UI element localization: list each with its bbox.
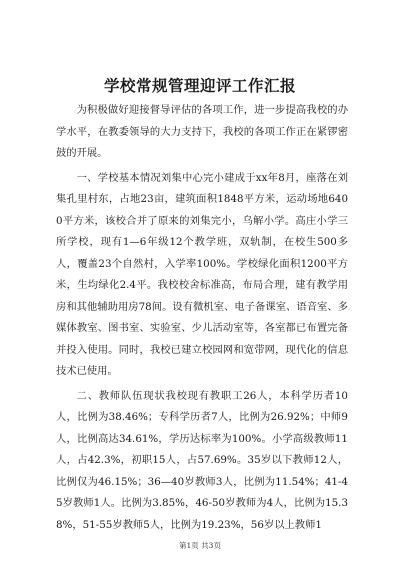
intro-paragraph: 为积极做好迎接督导评估的各项工作，进一步提高我校的办学水平，在教委领导的大力支持下，我校的各项工作正在紧锣密鼓的开展。: [56, 104, 348, 159]
school-overview-paragraph: 一、学校基本情况刘集中心完小建成于xx年8月，座落在刘集孔里村东，占地23亩，建筑面积1848平方米，运动场地6400平方米，该校合并了原来的刘集完小，乌解小学。高庄小学三所学校，现有1—6年级12个教学班，双轨制，在校生500多人，覆盖23个自然村，入学率100%。学校绿化面积1200平方米，生均绿化2.4平。我校校舍标准高，布局合理，建有教学用房和其他辅助用房78间。设有微机室、电子备课室、语音室、多媒体教室、图书室、实验室、少儿活动室等，各室都已布置完备并投入使用。同时，我校已建立校园网和宽带网，现代化的信息技术已使用。: [56, 171, 348, 377]
document-body: [56, 100, 348, 536]
page-number: 第1页 共3页: [179, 541, 221, 550]
teacher-staff-paragraph: 二、教师队伍现状我校现有教职工26人，本科学历者10人，比例为38.46%；专科学历者7人，比例为26.92%；中师9人，比例高达34.61%，学历达标率为100%。小学高级教师11人，占42.3%，初职15人，占57.69%。35岁以下教师12人，比例仅为46.15%；36—40岁教师3人，比例为11.54%；41-45岁教师1人。比例为3.85%，46-50岁教师为4人，比例为15.38%，51-55岁教师5人，比例为19.23%，56岁以上教师1: [56, 389, 348, 531]
document-title: 学校常规管理迎评工作汇报: [103, 76, 296, 95]
